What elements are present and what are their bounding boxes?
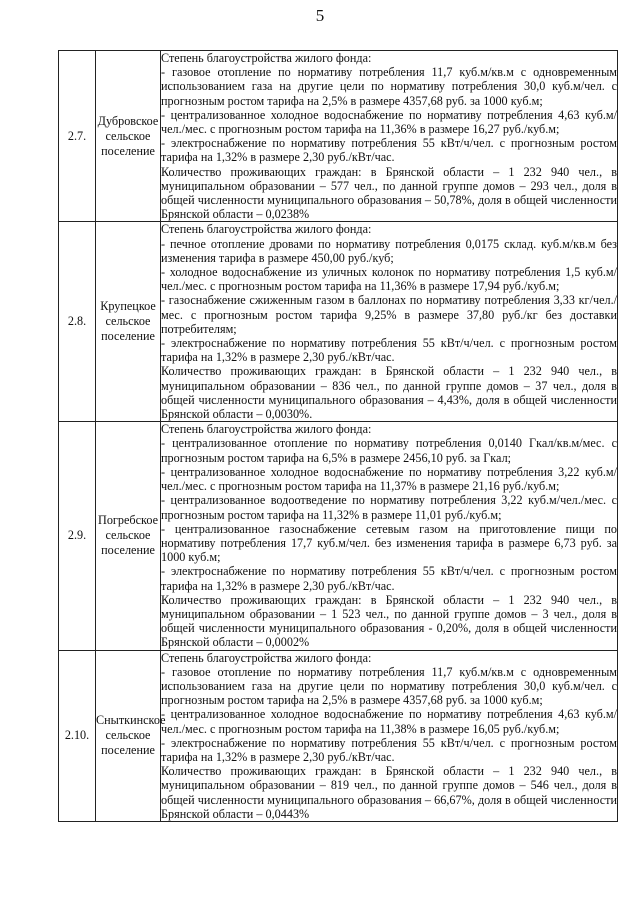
section-heading: Степень благоустройства жилого фонда: bbox=[161, 222, 372, 237]
settlements-table bbox=[58, 50, 618, 822]
section-heading: Степень благоустройства жилого фонда: bbox=[161, 422, 372, 437]
paragraph: - централизованное газоснабжение сетевым газом на приготовление пищи по нормативу потребления 17,7 куб.м/чел. без изменения тарифа в размере 6,73 руб. за 1000 куб.м; bbox=[161, 521, 617, 565]
paragraph: - централизованное холодное водоснабжение по нормативу потребления 3,22 куб.м/чел./мес. с прогнозным ростом тарифа на 11,37% в размере 21,16 руб./куб.м; bbox=[161, 464, 617, 494]
table-row bbox=[59, 51, 618, 222]
row-number: 2.8. bbox=[59, 222, 96, 422]
settlement-details bbox=[161, 51, 618, 222]
paragraph: - централизованное отопление по нормативу потребления 0,0140 Гкал/кв.м/мес. с прогнозным ростом тарифа на 6,5% в размере 2456,10 руб. за Гкал; bbox=[161, 436, 617, 465]
row-number: 2.10. bbox=[59, 650, 96, 821]
settlement-name: Дубровское сельское поселение bbox=[96, 51, 161, 222]
paragraph: - печное отопление дровами по нормативу потребления 0,0175 склад. куб.м/кв.м без изменения тарифа в размере 450,00 руб./куб; bbox=[161, 236, 617, 265]
row-number: 2.9. bbox=[59, 422, 96, 650]
paragraph: - газовое отопление по нормативу потребления 11,7 куб.м/кв.м с одновременным использованием газа на другие цели по нормативу потребления 30,0 куб.м/чел. с прогнозным ростом тарифа на 2,5% в размере 4357,68 руб. за 1000 куб.м; bbox=[161, 664, 617, 708]
settlement-name: Крупецкое сельское поселение bbox=[96, 222, 161, 422]
settlement-name: Погребское сельское поселение bbox=[96, 422, 161, 650]
paragraph: - электроснабжение по нормативу потребления 55 кВт/ч/чел. с прогнозным ростом тарифа на 1,32% в размере 2,30 руб./кВт/час. bbox=[161, 564, 617, 593]
paragraph: - централизованное водоотведение по нормативу потребления 3,22 куб.м/чел./мес. с прогнозным ростом тарифа на 11,32% в размере 11,01 руб./куб.м; bbox=[161, 493, 617, 522]
page-number: 5 bbox=[315, 6, 325, 25]
paragraph: - электроснабжение по нормативу потребления 55 кВт/ч/чел. с прогнозным ростом тарифа на 1,32% в размере 2,30 руб./кВт/час. bbox=[161, 735, 617, 764]
paragraph: - электроснабжение по нормативу потребления 55 кВт/ч/чел. с прогнозным ростом тарифа на 1,32% в размере 2,30 руб./кВт/час. bbox=[161, 136, 617, 165]
paragraph: - централизованное холодное водоснабжение по нормативу потребления 4,63 куб.м/чел./мес. с прогнозным ростом тарифа на 11,38% в размере 16,05 руб./куб.м; bbox=[161, 707, 617, 736]
paragraph: - холодное водоснабжение из уличных колонок по нормативу потребления 1,5 куб.м/чел./мес. с прогнозным ростом тарифа на 11,36% в размере 17,94 руб./куб.м; bbox=[161, 265, 617, 294]
settlement-details bbox=[161, 650, 618, 821]
section-heading: Степень благоустройства жилого фонда: bbox=[161, 51, 372, 65]
paragraph: Количество проживающих граждан: в Брянской области – 1 232 940 чел., в муниципальном образовании – 819 чел., по данной группе домов – 546 чел., доля в общей численности муниципального образования – 66,67%, доля в общей численности Брянской области – 0,0443% bbox=[161, 764, 617, 821]
settlement-details bbox=[161, 222, 618, 422]
table-row bbox=[59, 222, 618, 422]
row-number: 2.7. bbox=[59, 51, 96, 222]
section-heading: Степень благоустройства жилого фонда: bbox=[161, 650, 372, 665]
table-row bbox=[59, 650, 618, 821]
paragraph: - газовое отопление по нормативу потребления 11,7 куб.м/кв.м с одновременным использованием газа на другие цели по нормативу потребления 30,0 куб.м/чел. с прогнозным ростом тарифа на 2,5% в размере 4357,68 руб. за 1000 куб.м; bbox=[161, 65, 617, 108]
paragraph: Количество проживающих граждан: в Брянской области – 1 232 940 чел., в муниципальном образовании – 836 чел., по данной группе домов – 37 чел., доля в общей численности муниципального образования – 4,43%, доля в общей численности Брянской области – 0,0030%. bbox=[161, 364, 617, 422]
paragraph: - централизованное холодное водоснабжение по нормативу потребления 4,63 куб.м/чел./мес. с прогнозным ростом тарифа на 11,36% в размере 16,27 руб./куб.м; bbox=[161, 107, 617, 137]
table-row bbox=[59, 422, 618, 650]
settlement-details bbox=[161, 422, 618, 650]
paragraph: Количество проживающих граждан: в Брянской области – 1 232 940 чел., в муниципальном образовании – 1 523 чел., по данной группе домов – 3 чел., доля в общей численности муниципального образования - 0,20%, доля в общей численности Брянской области – 0,0002% bbox=[161, 592, 617, 650]
paragraph: - электроснабжение по нормативу потребления 55 кВт/ч/чел. с прогнозным ростом тарифа на 1,32% в размере 2,30 руб./кВт/час. bbox=[161, 336, 617, 365]
paragraph: - газоснабжение сжиженным газом в баллонах по нормативу потребления 3,33 кг/чел./мес. с прогнозным ростом тарифа 9,25% в размере 37,80 руб./кг без доставки потребителям; bbox=[161, 293, 617, 336]
settlement-name: Сныткинское сельское поселение bbox=[96, 650, 161, 821]
paragraph: Количество проживающих граждан: в Брянской области – 1 232 940 чел., в муниципальном образовании – 577 чел., по данной группе домов – 293 чел., доля в общей численности муниципального образования – 50,78%, доля в общей численности Брянской области – 0,0238% bbox=[161, 164, 617, 222]
